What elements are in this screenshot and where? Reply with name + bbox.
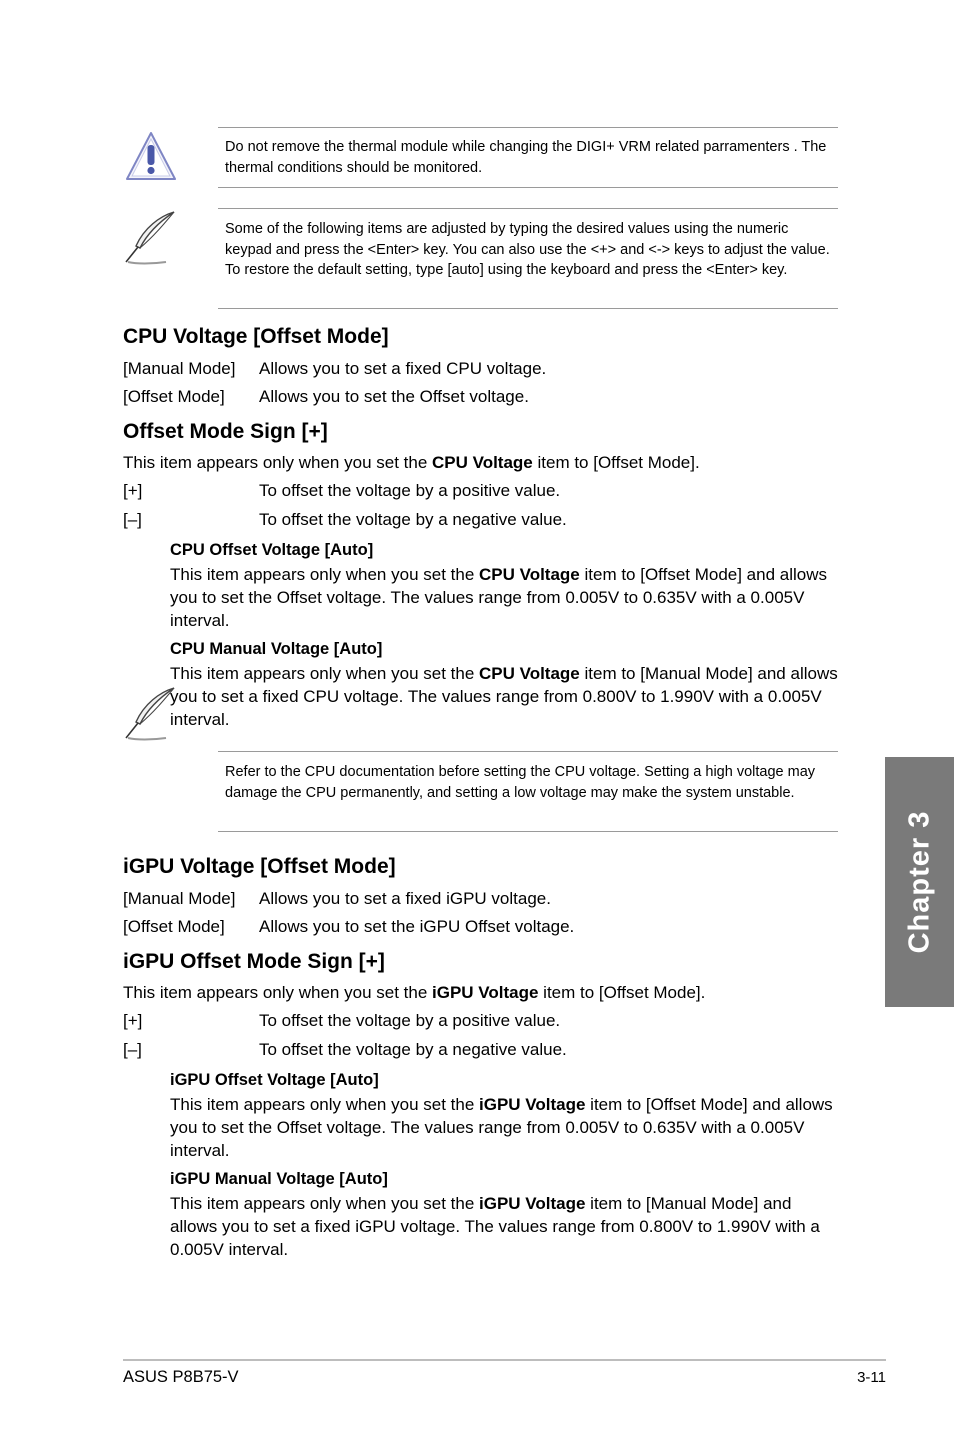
note1-text: Some of the following items are adjusted by typing the desired values using the numeric keypad and press the <Enter> key. You can also use the <+> and <-> keys to adjust the value. To restore the default setting, type [auto] using the keyboard and press the <Enter> key. — [225, 221, 830, 278]
intro-post: item to [Offset Mode]. — [538, 983, 706, 1002]
intro-post: item to [Offset Mode]. — [532, 453, 700, 472]
row-value: Allows you to set the Offset voltage. — [259, 387, 529, 406]
note1-bottom-rule — [218, 308, 838, 309]
row-key: [–] — [123, 510, 142, 529]
row-key: [+] — [123, 1011, 143, 1030]
row-value: To offset the voltage by a negative value. — [259, 510, 567, 529]
row-key: [Offset Mode] — [123, 387, 225, 406]
caution-icon — [124, 130, 178, 184]
item-post: item to [Offset Mode] and allows you to set the Offset voltage. The values range from 0.005V to 0.635V with a 0.005V interval. — [170, 565, 828, 630]
row-key: [+] — [123, 481, 143, 500]
item-post: item to [Manual Mode] and allows you to set a fixed iGPU voltage. The values range from 0.800V to 1.990V with a 0.005V interval. — [170, 1194, 820, 1259]
intro-bold: iGPU Voltage — [432, 983, 539, 1002]
igpu-offset-voltage-item — [170, 1069, 838, 1162]
row-value: To offset the voltage by a positive value. — [259, 481, 561, 500]
note2-top-rule — [218, 751, 838, 752]
item-pre: This item appears only when you set the — [170, 664, 479, 683]
offset-sign-intro — [123, 452, 700, 474]
caution-text: Do not remove the thermal module while changing the DIGI+ VRM related parramenters . The thermal conditions should be monitored. — [225, 139, 827, 176]
item-post: item to [Manual Mode] and allows you to set a fixed CPU voltage. The values range from 0.800V to 1.990V with a 0.005V interval. — [170, 664, 838, 729]
note2-bottom-rule — [218, 831, 838, 832]
item-pre: This item appears only when you set the — [170, 1095, 479, 1114]
row-key: [Manual Mode] — [123, 889, 236, 908]
item-post: item to [Offset Mode] and allows you to set the Offset voltage. The values range from 0.005V to 0.635V with a 0.005V interval. — [170, 1095, 833, 1160]
item-pre: This item appears only when you set the — [170, 1194, 479, 1213]
intro-pre: This item appears only when you set the — [123, 983, 432, 1002]
feather-pen-icon — [122, 210, 178, 266]
chapter-tab-label: Chapter 3 — [903, 810, 935, 954]
row-key: [Manual Mode] — [123, 359, 236, 378]
footer-rule — [123, 1359, 886, 1361]
intro-pre: This item appears only when you set the — [123, 453, 432, 472]
cpu-manual-voltage-item — [170, 638, 838, 731]
caution-top-rule — [218, 127, 838, 128]
item-pre: This item appears only when you set the — [170, 565, 479, 584]
cpu-offset-voltage-item — [170, 539, 838, 632]
igpu-manual-voltage-item — [170, 1168, 838, 1261]
intro-bold: CPU Voltage — [432, 453, 533, 472]
item-bold: iGPU Voltage — [479, 1095, 586, 1114]
caution-bottom-rule — [218, 187, 838, 188]
footer-product: ASUS P8B75-V — [123, 1368, 239, 1386]
item-title: CPU Manual Voltage [Auto] — [170, 640, 383, 658]
feather-pen-icon — [122, 686, 178, 742]
item-title: iGPU Offset Voltage [Auto] — [170, 1071, 379, 1089]
igpu-offset-sign-intro — [123, 982, 705, 1004]
row-value: To offset the voltage by a positive value. — [259, 1011, 561, 1030]
row-value: Allows you to set a fixed iGPU voltage. — [259, 889, 551, 908]
offset-sign-heading: Offset Mode Sign [+] — [123, 420, 328, 443]
note2-text: Refer to the CPU documentation before setting the CPU voltage. Setting a high voltage may damage the CPU permanently, and setting a low voltage may make the system unstable. — [225, 764, 816, 801]
note1-top-rule — [218, 208, 838, 209]
row-value: Allows you to set a fixed CPU voltage. — [259, 359, 547, 378]
cpu-voltage-heading: CPU Voltage [Offset Mode] — [123, 325, 389, 348]
footer-page-number: 3-11 — [857, 1369, 886, 1386]
item-title: CPU Offset Voltage [Auto] — [170, 541, 374, 559]
igpu-offset-sign-heading: iGPU Offset Mode Sign [+] — [123, 950, 385, 973]
chapter-tab — [885, 757, 954, 1007]
row-value: To offset the voltage by a negative value. — [259, 1040, 567, 1059]
item-bold: iGPU Voltage — [479, 1194, 586, 1213]
igpu-voltage-heading: iGPU Voltage [Offset Mode] — [123, 855, 396, 878]
row-key: [Offset Mode] — [123, 917, 225, 936]
row-key: [–] — [123, 1040, 142, 1059]
row-value: Allows you to set the iGPU Offset voltage. — [259, 917, 575, 936]
item-bold: CPU Voltage — [479, 565, 580, 584]
item-title: iGPU Manual Voltage [Auto] — [170, 1170, 388, 1188]
item-bold: CPU Voltage — [479, 664, 580, 683]
